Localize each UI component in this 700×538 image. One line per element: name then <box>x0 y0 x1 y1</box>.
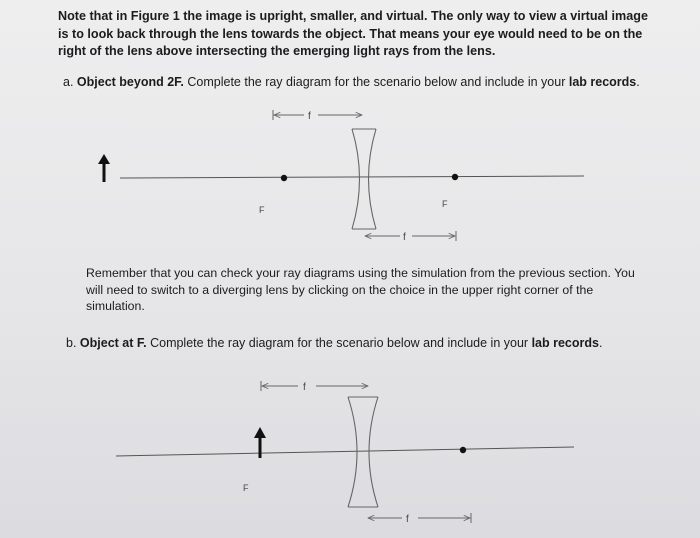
part-a-instruction: Complete the ray diagram for the scenario below and include in your <box>187 75 566 89</box>
part-b-heading <box>66 335 602 352</box>
focal-length-top-a <box>273 110 362 120</box>
focal-length-top-label-a: f <box>308 111 311 122</box>
focal-length-bottom-label-b: f <box>406 514 409 525</box>
part-b-period: . <box>598 336 603 350</box>
focus-label-left-b: F <box>243 483 249 493</box>
object-arrow-a <box>98 154 110 182</box>
diverging-lens-a <box>352 129 376 229</box>
part-b-title: Object at F. <box>79 336 147 350</box>
part-a-period: . <box>636 75 640 89</box>
part-b-records: lab records <box>531 336 599 350</box>
diverging-lens-b <box>348 397 378 507</box>
diagram-b <box>116 381 574 525</box>
part-b-instruction: Complete the ray diagram for the scenario below and include in your <box>150 336 529 350</box>
focal-length-bottom-b <box>368 513 471 523</box>
optical-axis-a <box>120 176 584 178</box>
focal-length-top-label-b: f <box>303 382 306 393</box>
focal-point-right-a <box>452 174 458 180</box>
focal-point-left-a <box>281 175 287 181</box>
focal-length-bottom-a <box>365 231 456 241</box>
focus-label-right-a: F <box>442 199 448 209</box>
part-b-letter: b. <box>66 336 77 350</box>
reminder-paragraph: Remember that you can check your ray diagrams using the simulation from the previous section. You will need to switch to a diverging lens by clicking on the choice in the upper right corner of the simulation. <box>86 266 635 313</box>
focus-label-left-a: F <box>259 205 265 215</box>
focal-point-right-b <box>460 447 466 453</box>
focal-length-bottom-label-a: f <box>403 232 406 243</box>
part-a-letter: a. <box>63 75 74 89</box>
part-a-title: Object beyond 2F. <box>76 75 184 89</box>
intro-paragraph: Note that in Figure 1 the image is upright, smaller, and virtual. The only way to view a virtual image is to look back through the lens towards the object. That means your eye would need to be on the right of the lens above intersecting the emerging light rays from the lens. <box>58 9 648 58</box>
optical-axis-b <box>116 447 574 456</box>
part-a-records: lab records <box>568 75 637 89</box>
focal-length-top-b <box>261 381 368 391</box>
diagram-a <box>98 110 584 243</box>
